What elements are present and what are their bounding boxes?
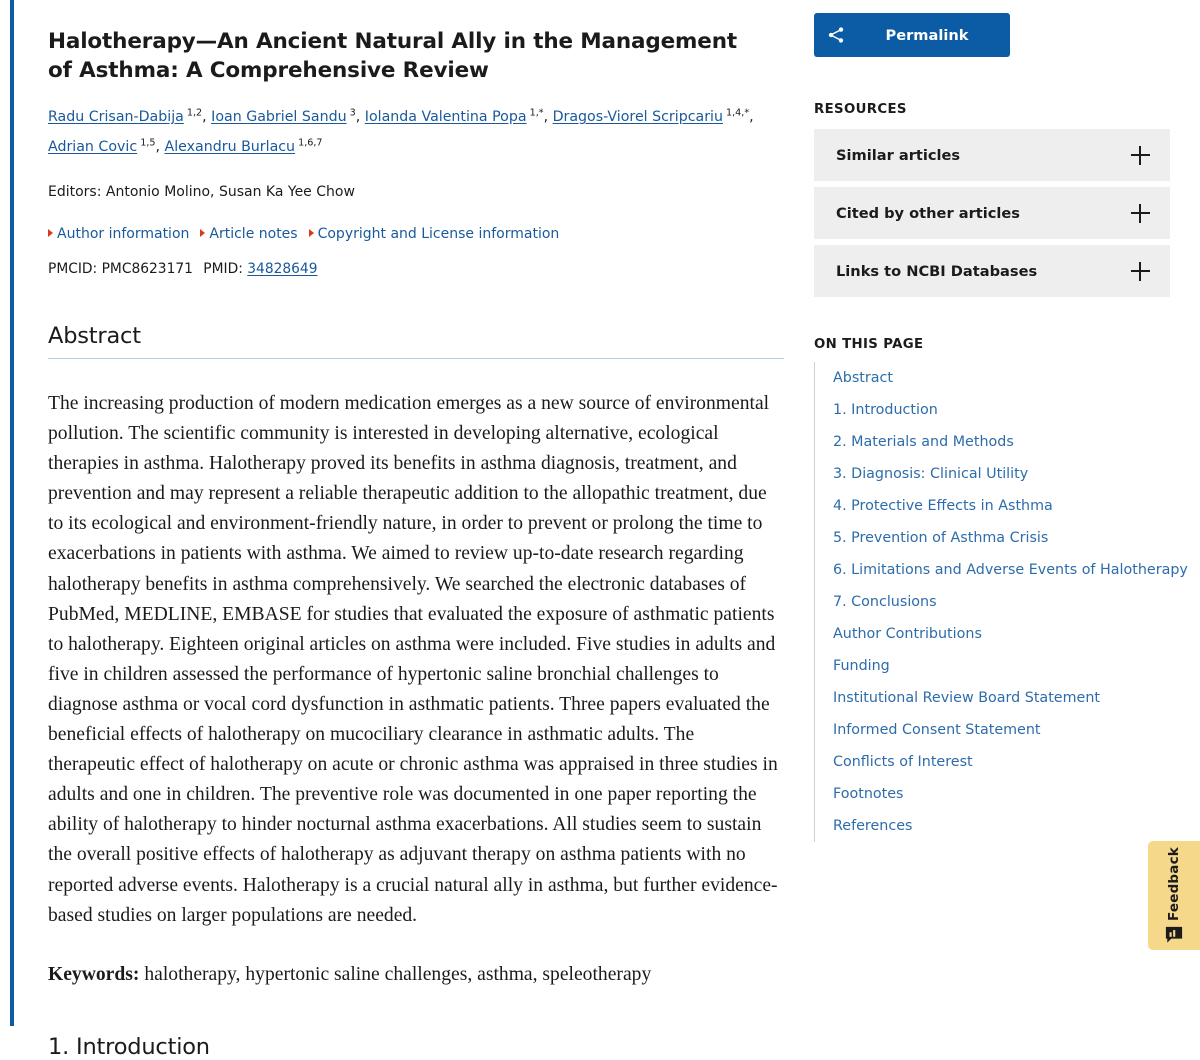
author-link[interactable]: Alexandru Burlacu (164, 139, 296, 155)
keywords-line (48, 960, 788, 990)
on-this-page-link[interactable]: Author Contributions (833, 626, 982, 642)
meta-link-label[interactable]: Copyright and License information (317, 226, 560, 242)
plus-icon[interactable] (1131, 204, 1150, 223)
on-this-page-link[interactable]: Institutional Review Board Statement (833, 690, 1100, 706)
author-affiliation-marker: 1,4,* (722, 107, 750, 119)
resources-list (814, 129, 1170, 297)
on-this-page-link[interactable]: Funding (833, 658, 890, 674)
meta-link-item[interactable] (200, 224, 297, 244)
right-sidebar (814, 0, 1188, 842)
abstract-heading: Abstract (48, 323, 784, 359)
resource-accordion-item[interactable] (814, 129, 1170, 181)
author-affiliation-marker: 1,5 (137, 137, 156, 149)
feedback-chart-icon (1165, 926, 1183, 944)
article-identifiers (48, 259, 788, 279)
pmcid-value: PMC8623171 (101, 261, 193, 277)
on-this-page-link[interactable]: Abstract (833, 370, 894, 386)
author-link[interactable]: Radu Crisan-Dabija (48, 109, 184, 125)
on-this-page-link[interactable]: 7. Conclusions (833, 594, 937, 610)
plus-icon[interactable] (1131, 146, 1150, 165)
feedback-label: Feedback (1166, 847, 1182, 922)
on-this-page-link[interactable]: Footnotes (833, 786, 904, 802)
on-this-page-link[interactable]: 3. Diagnosis: Clinical Utility (833, 466, 1029, 482)
permalink-button[interactable] (814, 13, 1010, 57)
editors-names: Antonio Molino, Susan Ka Yee Chow (105, 184, 355, 200)
author-list: Radu Crisan-Dabija $^{1,2}$, Ioan Gabriel Sandu $^3$, Iolanda Valentina Popa $^{1,*}$, Dragos-Viorel Scripcariu $^{1,4,*}$, Adrian Covic $^{1,5}$, Alexandru Burlacu $^{1,6,7}$ (48, 107, 754, 155)
pmid-link[interactable]: 34828649 (247, 261, 318, 277)
on-this-page-list (814, 362, 1188, 842)
introduction-heading: 1. Introduction (48, 1033, 210, 1060)
share-icon (814, 25, 858, 45)
meta-link-label[interactable]: Author information (57, 226, 190, 242)
left-accent-rail (10, 0, 14, 1026)
meta-link-item[interactable] (309, 224, 560, 244)
author-affiliation-marker: 1,* (526, 107, 544, 119)
author-affiliation-marker: 1,2 (183, 107, 203, 119)
meta-link-label[interactable]: Article notes (209, 226, 298, 242)
permalink-button-label: Permalink (885, 26, 969, 44)
on-this-page-link[interactable]: 5. Prevention of Asthma Crisis (833, 530, 1049, 546)
on-this-page-title: ON THIS PAGE (814, 337, 924, 352)
on-this-page-link[interactable]: References (833, 818, 913, 834)
editors-label: Editors: (48, 184, 102, 200)
on-this-page-link[interactable]: Conflicts of Interest (833, 754, 973, 770)
feedback-tab[interactable] (1148, 841, 1200, 950)
author-link[interactable]: Adrian Covic (48, 139, 138, 155)
resource-accordion-item[interactable] (814, 187, 1170, 239)
on-this-page-link[interactable]: 1. Introduction (833, 402, 938, 418)
triangle-right-icon (309, 229, 314, 237)
resource-item-label: Links to NCBI Databases (836, 262, 1038, 280)
resource-item-label: Cited by other articles (836, 204, 1020, 222)
author-link[interactable]: Ioan Gabriel Sandu (211, 109, 347, 125)
meta-link-item[interactable] (48, 224, 189, 244)
article-main-column (48, 0, 788, 1060)
editors-line (48, 182, 788, 202)
resources-title: RESOURCES (814, 102, 907, 117)
author-affiliation-marker: 1,6,7 (295, 137, 323, 149)
article-meta-links (48, 224, 788, 244)
plus-icon[interactable] (1131, 262, 1150, 281)
on-this-page-link[interactable]: 2. Materials and Methods (833, 434, 1014, 450)
resource-accordion-item[interactable] (814, 245, 1170, 297)
author-link[interactable]: Iolanda Valentina Popa (364, 109, 527, 125)
on-this-page-link[interactable]: 6. Limitations and Adverse Events of Halotherapy (833, 562, 1188, 578)
triangle-right-icon (200, 229, 205, 237)
pmid-label: PMID: (203, 261, 243, 277)
author-link[interactable]: Dragos-Viorel Scripcariu (552, 109, 723, 125)
on-this-page-link[interactable]: 4. Protective Effects in Asthma (833, 498, 1053, 514)
keywords-label: Keywords: (48, 963, 140, 985)
on-this-page-link[interactable]: Informed Consent Statement (833, 722, 1041, 738)
abstract-text: The increasing production of modern medication emerges as a new source of environmental pollution. The scientific community is interested in developing alternative, ecological therapies in asthma. Halotherapy proved its benefits in asthma diagnosis, treatment, and prevention and may represent a reliable therapeutic addition to the allopathic treatment, due to its ecological and environment-friendly nature, in order to prevent or prolong the time to exacerbations in patients with asthma. We aimed to review up-to-date research regarding halotherapy benefits in asthma comprehensively. We searched the electronic databases of PubMed, MEDLINE, EMBASE for studies that evaluated the exposure of asthmatic patients to halotherapy. Eighteen original articles on asthma were included. Five studies in adults and five in children assessed the performance of hypertonic saline bronchial challenges to diagnose asthma or vocal cord dysfunction in asthmatic patients. Three papers evaluated the beneficial effects of halotherapy on mucociliary clearance in asthmatic adults. The therapeutic effect of halotherapy on acute or chronic asthma was appraised in three studies in adults and one in children. The preventive role was documented in one paper reporting the ability of halotherapy to hinder nocturnal asthma exacerbations. All studies seem to sustain the overall positive effects of halotherapy as adjuvant therapy on asthma patients with no reported adverse events. Halotherapy is a crucial natural ally in asthma, but further evidence-based studies on larger populations are needed. (48, 393, 778, 926)
author-affiliation-marker: 3 (346, 107, 356, 119)
page-title: Halotherapy—An Ancient Natural Ally in the Management of Asthma: A Comprehensive Review (48, 29, 738, 83)
resource-item-label: Similar articles (836, 146, 961, 164)
pmcid-label: PMCID: (48, 261, 98, 277)
triangle-right-icon (48, 229, 53, 237)
keywords-values: halotherapy, hypertonic saline challenges, asthma, speleotherapy (144, 963, 652, 985)
